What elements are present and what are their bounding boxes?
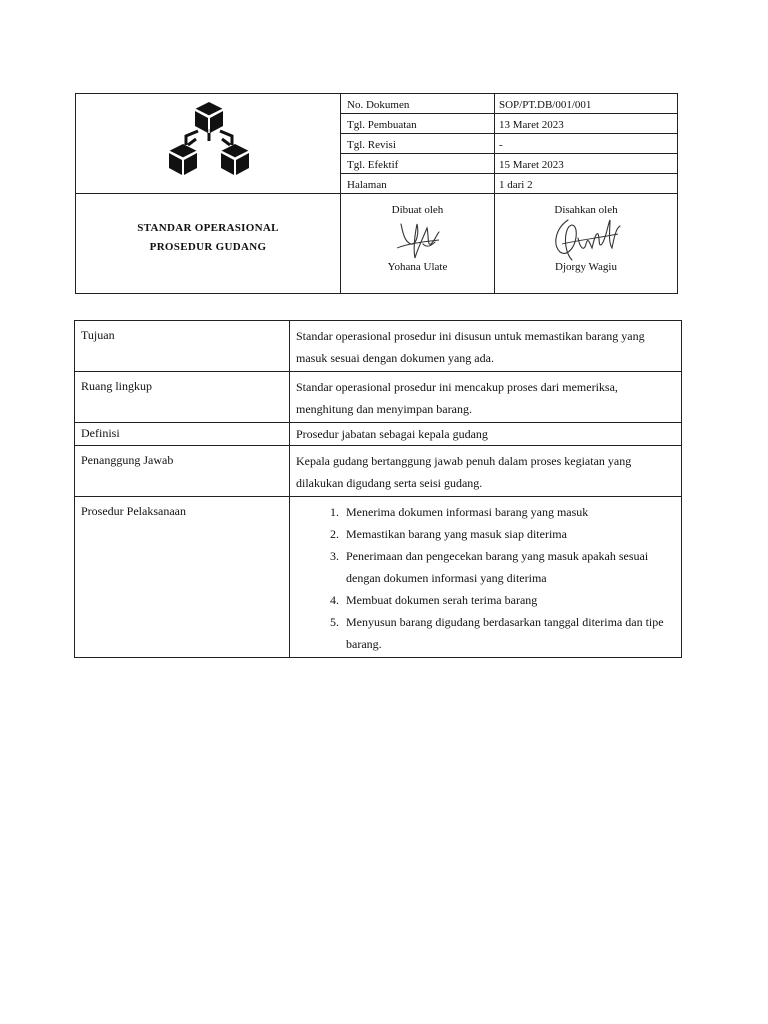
meta-value: SOP/PT.DB/001/001 [499,99,592,111]
procedure-steps-cell [290,497,682,658]
meta-row-revision-date [341,134,677,154]
document-header [75,93,678,294]
row-label: Prosedur Pelaksanaan [75,497,290,658]
meta-value: 13 Maret 2023 [499,119,564,131]
document-title [76,194,341,293]
approved-by-name: Djorgy Wagiu [555,261,617,273]
table-row [75,497,682,658]
meta-row-document-number [341,94,677,114]
table-row [75,321,682,372]
row-label: Penanggung Jawab [75,446,290,497]
list-item: 2. Memastikan barang yang masuk siap diterima [342,523,675,545]
list-item: 1. Menerima dokumen informasi barang yang masuk [342,501,675,523]
table-row [75,372,682,423]
meta-value: 15 Maret 2023 [499,159,564,171]
meta-label: No. Dokumen [347,99,410,111]
title-line-1: STANDAR OPERASIONAL [137,222,279,234]
made-by-signature-block [341,194,495,293]
row-label: Ruang lingkup [75,372,290,423]
table-row [75,423,682,446]
document-meta [341,94,677,194]
list-item: 4. Membuat dokumen serah terima barang [342,589,675,611]
row-text: Standar operasional prosedur ini disusun untuk memastikan barang yang masuk sesuai dengan dokumen yang ada. [290,321,682,372]
meta-row-created-date [341,114,677,134]
made-by-name: Yohana Ulate [387,261,448,273]
row-text: Standar operasional prosedur ini mencakup proses dari memeriksa, menghitung dan menyimpan barang. [290,372,682,423]
row-label: Definisi [75,423,290,446]
made-by-label: Dibuat oleh [391,204,444,216]
sop-table [74,320,682,658]
logo-cell [76,94,341,194]
row-label: Tujuan [75,321,290,372]
procedure-steps-list [296,501,675,655]
meta-value: - [499,139,503,151]
meta-row-effective-date [341,154,677,174]
meta-label: Halaman [347,179,387,191]
row-text: Prosedur jabatan sebagai kepala gudang [290,423,682,446]
row-text: Kepala gudang bertanggung jawab penuh dalam proses kegiatan yang dilakukan digudang serta seisi gudang. [290,446,682,497]
meta-label: Tgl. Efektif [347,159,399,171]
approved-by-signature-block [495,194,677,293]
approved-by-label: Disahkan oleh [554,204,618,216]
meta-row-page [341,174,677,194]
title-line-2: PROSEDUR GUDANG [149,241,267,253]
signature-djorgy-icon [548,214,624,266]
cubes-network-icon [168,101,250,177]
list-item: 3. Penerimaan dan pengecekan barang yang masuk apakah sesuai dengan dokumen informasi yang diterima [342,545,675,589]
meta-label: Tgl. Pembuatan [347,119,417,131]
signature-yohana-icon [393,214,443,264]
meta-label: Tgl. Revisi [347,139,396,151]
list-item: 5. Menyusun barang digudang berdasarkan tanggal diterima dan tipe barang. [342,611,675,655]
meta-value: 1 dari 2 [499,179,533,191]
table-row [75,446,682,497]
